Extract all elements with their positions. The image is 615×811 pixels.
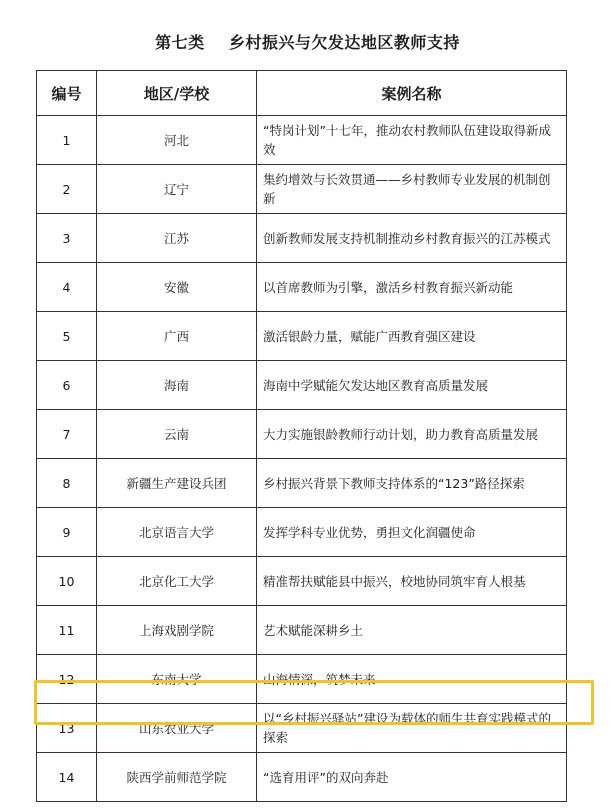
- row-case-name: 以首席教师为引擎，激活乡村教育振兴新动能: [257, 263, 567, 312]
- table-header-row: [37, 71, 567, 116]
- row-case-name: 海南中学赋能欠发达地区教育高质量发展: [257, 361, 567, 410]
- row-case-name: 集约增效与长效贯通——乡村教师专业发展的机制创新: [257, 165, 567, 214]
- table-row: [37, 410, 567, 459]
- row-case-name: 精准帮扶赋能县中振兴，校地协同筑牢育人根基: [257, 557, 567, 606]
- row-number: 13: [37, 704, 97, 753]
- row-case-name: “选育用评”的双向奔赴: [257, 753, 567, 802]
- table-row: [37, 606, 567, 655]
- row-region: 新疆生产建设兵团: [97, 459, 257, 508]
- row-case-name: 山海情深，筑梦未来: [257, 655, 567, 704]
- row-region: 安徽: [97, 263, 257, 312]
- row-case-name: 激活银龄力量，赋能广西教育强区建设: [257, 312, 567, 361]
- header-case-name: 案例名称: [257, 71, 567, 116]
- row-case-name: 乡村振兴背景下教师支持体系的“123”路径探索: [257, 459, 567, 508]
- document-title: 第七类 乡村振兴与欠发达地区教师支持: [155, 33, 460, 52]
- row-region: 山东农业大学: [97, 704, 257, 753]
- table-row: [37, 655, 567, 704]
- row-region: 河北: [97, 116, 257, 165]
- row-region: 辽宁: [97, 165, 257, 214]
- table-row: [37, 263, 567, 312]
- table-row: [37, 753, 567, 802]
- table-row: [37, 508, 567, 557]
- row-number: 5: [37, 312, 97, 361]
- case-table-container: [36, 70, 566, 802]
- row-case-name: 大力实施银龄教师行动计划，助力教育高质量发展: [257, 410, 567, 459]
- row-number: 2: [37, 165, 97, 214]
- row-number: 1: [37, 116, 97, 165]
- row-region: 东南大学: [97, 655, 257, 704]
- row-number: 8: [37, 459, 97, 508]
- case-table: [36, 70, 567, 802]
- row-region: 上海戏剧学院: [97, 606, 257, 655]
- row-number: 14: [37, 753, 97, 802]
- row-number: 10: [37, 557, 97, 606]
- row-number: 3: [37, 214, 97, 263]
- row-case-name: 创新教师发展支持机制推动乡村教育振兴的江苏模式: [257, 214, 567, 263]
- row-number: 4: [37, 263, 97, 312]
- header-region-school: 地区/学校: [97, 71, 257, 116]
- row-region: 陕西学前师范学院: [97, 753, 257, 802]
- row-region: 北京语言大学: [97, 508, 257, 557]
- table-row: [37, 557, 567, 606]
- row-number: 12: [37, 655, 97, 704]
- row-number: 9: [37, 508, 97, 557]
- row-region: 江苏: [97, 214, 257, 263]
- table-row: [37, 361, 567, 410]
- table-row-highlighted: [37, 704, 567, 753]
- row-number: 6: [37, 361, 97, 410]
- table-row: [37, 214, 567, 263]
- row-case-name: 发挥学科专业优势，勇担文化润疆使命: [257, 508, 567, 557]
- table-row: [37, 116, 567, 165]
- table-row: [37, 459, 567, 508]
- row-region: 广西: [97, 312, 257, 361]
- row-case-name: “特岗计划”十七年，推动农村教师队伍建设取得新成效: [257, 116, 567, 165]
- row-region: 云南: [97, 410, 257, 459]
- row-number: 7: [37, 410, 97, 459]
- row-number: 11: [37, 606, 97, 655]
- row-region: 海南: [97, 361, 257, 410]
- row-region: 北京化工大学: [97, 557, 257, 606]
- table-row: [37, 165, 567, 214]
- row-case-name: 艺术赋能深耕乡土: [257, 606, 567, 655]
- header-number: 编号: [37, 71, 97, 116]
- table-row: [37, 312, 567, 361]
- row-case-name: 以“乡村振兴驿站”建设为载体的师生共育实践模式的探索: [257, 704, 567, 753]
